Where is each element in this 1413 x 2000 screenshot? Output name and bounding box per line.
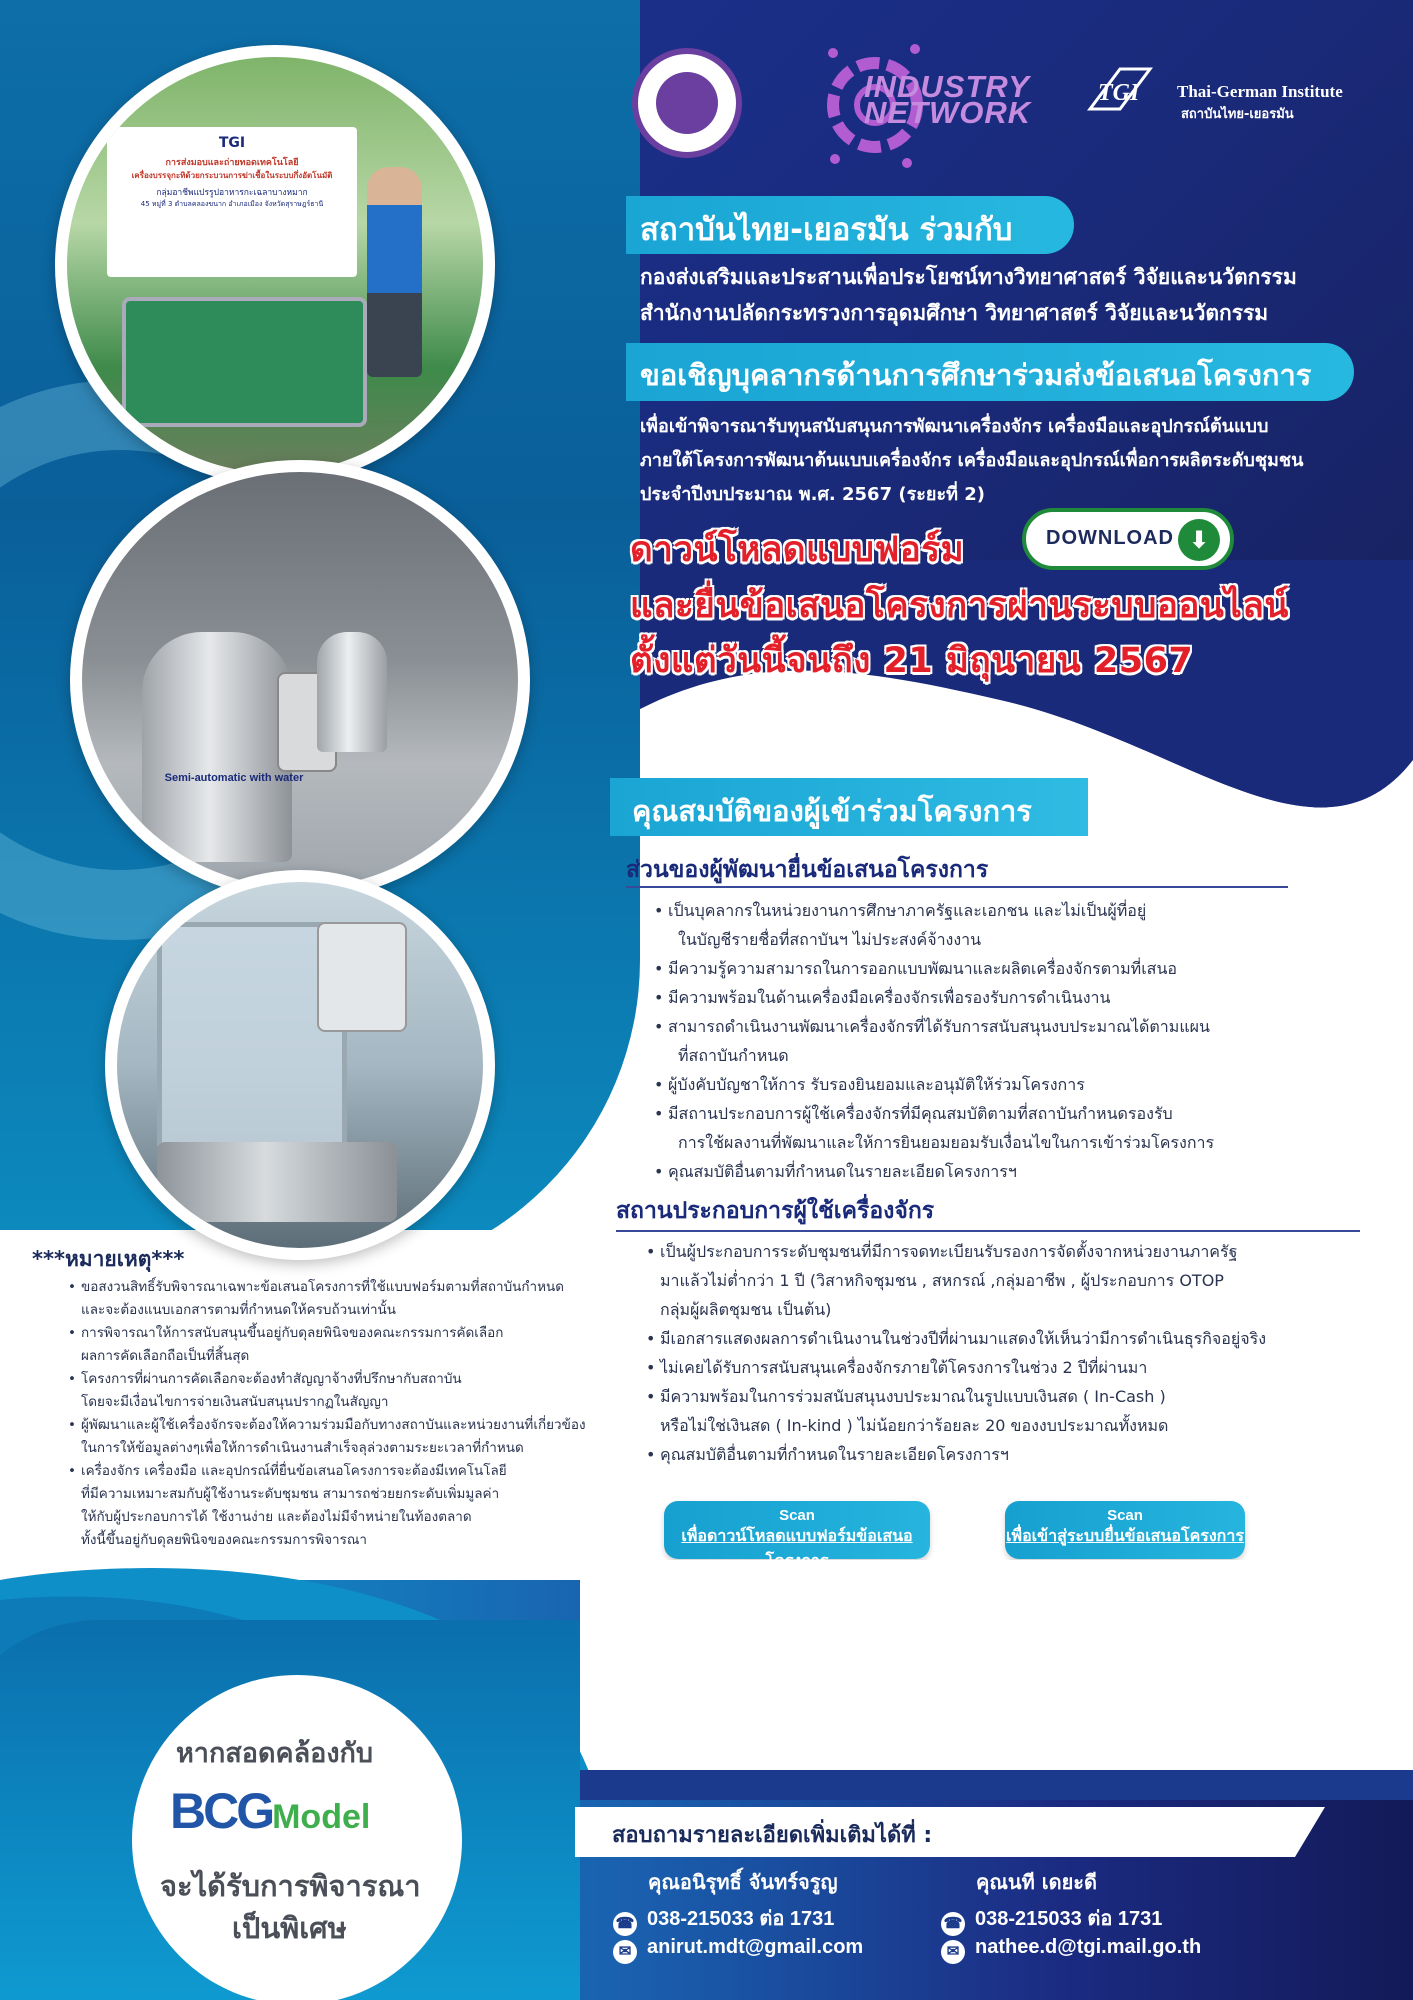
developer-heading-rule [626,886,1288,888]
user-heading-rule [616,1230,1360,1232]
bcg-bottom-text-2: เป็นพิเศษ [232,1911,347,1945]
scan-download-form-label: เพื่อดาวน์โหลดแบบฟอร์มข้อเสนอ [681,1526,913,1545]
banner-line-2: เครื่องบรรจุกะทิด้วยกระบวนการฆ่าเชื้อในระบบกึ่งอัตโนมัติ [131,171,333,180]
machine-label: Semi-automatic with water [164,772,304,784]
photo-handover-event [55,45,495,485]
list-item: • มีความรู้ความสามารถในการออกแบบพัฒนาและผลิตเครื่องจักรตามที่เสนอ [654,954,1214,983]
developer-heading: ส่วนของผู้พัฒนายื่นข้อเสนอโครงการ [626,857,989,883]
tgi-logo-icon [1080,64,1170,114]
green-machine-cabinet [122,297,367,427]
desc-line-3: ประจำปีงบประมาณ พ.ศ. 2567 (ระยะที่ 2) [640,484,986,505]
control-panel [317,922,407,1032]
contact-email-2[interactable]: ✉ nathee.d@tgi.mail.go.th [941,1936,1201,1964]
contact-phone-2: ☎ 038-215033 ต่อ 1731 [941,1902,1162,1936]
stainless-tank [142,632,292,862]
note-item: • เครื่องจักร เครื่องมือ และอุปกรณ์ที่ยื่นข้อเสนอโครงการจะต้องมีเทคโนโลยี ที่มีความเหมาะสมกับผู้ใช้งานระดับชุมชน สามารถช่วยยกระดับเพิ่มมูลค่า ให้กับผู้ประกอบการได้ ใช้งานง่าย และต้องไม่มีจำหน่ายในท้องตลาด ทั้งนี้ขึ้นอยู่กับดุลยพินิจของคณะกรรมการพิจารณา [68,1460,586,1552]
industry-text: INDUSTRY [864,69,1030,104]
partner-pill: สถาบันไทย-เยอรมัน ร่วมกับ [626,196,1074,254]
note-item: • โครงการที่ผ่านการคัดเลือกจะต้องทำสัญญาจ้างที่ปรึกษากับสถาบัน โดยจะมีเงื่อนไขการจ่ายเงินสนับสนุนปรากฏในสัญญา [68,1368,586,1414]
contact-phone-1: ☎ 038-215033 ต่อ 1731 [613,1902,834,1936]
list-item: • เป็นบุคลากรในหน่วยงานการศึกษาภาครัฐและเอกชน และไม่เป็นผู้ที่อยู่ ในบัญชีรายชื่อที่สถาบันฯ ไม่ประสงค์จ้างงาน [654,896,1214,954]
note-item: • ขอสงวนสิทธิ์รับพิจารณาเฉพาะข้อเสนอโครงการที่ใช้แบบฟอร์มตามที่สถาบันกำหนด และจะต้องแนบเอกสารตามที่กำหนดให้ครบถ้วนเท่านั้น [68,1276,586,1322]
invite-pill: ขอเชิญบุคลากรด้านการศึกษาร่วมส่งข้อเสนอโครงการ [626,343,1354,401]
banner-logo-text: TGI [218,135,246,151]
bcg-bottom-text-1: จะได้รับการพิจารณา [160,1869,421,1903]
bcg-model-logo [170,1782,370,1840]
list-item: • สามารถดำเนินงานพัฒนาเครื่องจักรที่ได้รับการสนับสนุนงบประมาณได้ตามแผน ที่สถาบันกำหนด [654,1012,1214,1070]
download-label: DOWNLOAD [1046,527,1174,549]
banner-line-3: กลุ่มอาชีพแปรรูปอาหารกะเฉลาบางหมาก [156,188,308,198]
desc-line-1: เพื่อเข้าพิจารณารับทุนสนับสนุนการพัฒนาเครื่องจักร เครื่องมือและอุปกรณ์ต้นแบบ [640,416,1269,437]
scan-label: Scan [779,1507,815,1524]
list-item: • มีสถานประกอบการผู้ใช้เครื่องจักรที่มีคุณสมบัติตามที่สถาบันกำหนดรองรับ การใช้ผลงานที่พัฒนาและให้การยินยอมยอมรับเงื่อนไขในการเข้าร่วมโครงการ [654,1099,1214,1157]
user-heading: สถานประกอบการผู้ใช้เครื่องจักร [616,1198,935,1224]
tgi-name-en: Thai-German Institute [1177,82,1343,101]
cta-download-form: ดาวน์โหลดแบบฟอร์ม [630,530,965,570]
tgi-name-th: สถาบันไทย-เยอรมัน [1181,107,1294,122]
scan-submit-system-button[interactable] [1005,1501,1245,1559]
list-item: • มีเอกสารแสดงผลการดำเนินงานในช่วงปีที่ผ่านมาแสดงให้เห็นว่ามีการดำเนินธุรกิจอยู่จริง [646,1324,1266,1353]
contact-email-1[interactable]: ✉ anirut.mdt@gmail.com [613,1936,863,1964]
partner-line-1: กองส่งเสริมและประสานเพื่อประโยชน์ทางวิทยาศาสตร์ วิจัยและนวัตกรรม [640,265,1297,289]
email-icon: ✉ [941,1940,965,1964]
contact-name-1: คุณอนิรุทธิ์ จันทร์จรูญ [648,1870,838,1894]
ministry-seal-logo [632,48,742,158]
phone-icon: ☎ [941,1912,965,1936]
cta-deadline: ตั้งแต่วันนี้จนถึง 21 มิถุนายน 2567 [630,641,1194,681]
list-item: • เป็นผู้ประกอบการระดับชุมชนที่มีการจดทะเบียนรับรองการจัดตั้งจากหน่วยงานภาครัฐ มาแล้วไม่ต่ำกว่า 1 ปี (วิสาหกิจชุมชน , สหกรณ์ ,กลุ่มอาชีพ , ผู้ประกอบการ OTOP กลุ่มผู้ผลิตชุมชน เป็นต้น) [646,1237,1266,1324]
note-item: • การพิจารณาให้การสนับสนุนขึ้นอยู่กับดุลยพินิจของคณะกรรมการคัดเลือก ผลการคัดเลือกถือเป็นที่สิ้นสุด [68,1322,586,1368]
contact-title: สอบถามรายละเอียดเพิ่มเติมได้ที่ : [612,1823,933,1848]
scan-submit-system-label: เพื่อเข้าสู่ระบบยื่นข้อเสนอโครงการ [1006,1526,1244,1545]
banner-line-1: การส่งมอบและถ่ายทอดเทคโนโลยี [165,158,299,168]
download-button[interactable] [1022,508,1234,570]
scan-label: Scan [1107,1507,1143,1524]
tgi-mark: TGI [1098,80,1140,106]
presenter-figure [367,167,422,377]
qualifications-title: คุณสมบัติของผู้เข้าร่วมโครงการ [610,778,1088,836]
machine-base [157,1142,397,1222]
cta-submit-online: และยื่นข้อเสนอโครงการผ่านระบบออนไลน์ [630,586,1289,626]
bcg-top-text: หากสอดคล้องกับ [176,1738,374,1769]
event-banner [107,127,357,277]
scan-download-form-button[interactable] [664,1501,930,1559]
industry-network-logo-text [864,69,1032,130]
photo-steam-machine [70,460,530,900]
phone-icon: ☎ [613,1912,637,1936]
notes-list [68,1276,586,1552]
banner-line-4: 45 หมู่ที่ 3 ตำบลคลองขนาก อำเภอเมือง จังหวัดสุราษฎร์ธานี [140,200,324,208]
desc-line-2: ภายใต้โครงการพัฒนาต้นแบบเครื่องจักร เครื่องมือและอุปกรณ์เพื่อการผลิตระดับชุมชน [640,450,1304,471]
developer-qualifications-list [654,896,1214,1186]
contact-name-2: คุณนที เดยะดี [976,1870,1098,1894]
user-qualifications-list [646,1237,1266,1469]
notes-title: ***หมายเหตุ*** [32,1247,185,1271]
photo-glass-cabinet-machine [105,870,495,1260]
list-item: • คุณสมบัติอื่นตามที่กำหนดในรายละเอียดโครงการฯ [646,1440,1266,1469]
list-item: • มีความพร้อมในด้านเครื่องมือเครื่องจักรเพื่อรองรับการดำเนินงาน [654,983,1214,1012]
network-text: NETWORK [864,95,1032,130]
list-item: • คุณสมบัติอื่นตามที่กำหนดในรายละเอียดโครงการฯ [654,1157,1214,1186]
list-item: • ไม่เคยได้รับการสนับสนุนเครื่องจักรภายใต้โครงการในช่วง 2 ปีที่ผ่านมา [646,1353,1266,1382]
partner-line-2: สำนักงานปลัดกระทรวงการอุดมศึกษา วิทยาศาสตร์ วิจัยและนวัตกรรม [640,301,1269,325]
bcg-logo-model: Model [272,1798,371,1836]
bcg-logo-letters: BCG [170,1783,273,1839]
list-item: • มีความพร้อมในการร่วมสนับสนุนงบประมาณในรูปแบบเงินสด ( In-Cash ) หรือไม่ใช่เงินสด ( In-kind ) ไม่น้อยกว่าร้อยละ 20 ของงบประมาณทั้งหมด [646,1382,1266,1440]
email-icon: ✉ [613,1940,637,1964]
download-arrow-icon: ⬇ [1178,519,1220,561]
list-item: • ผู้บังคับบัญชาให้การ รับรองยินยอมและอนุมัติให้ร่วมโครงการ [654,1070,1214,1099]
note-item: • ผู้พัฒนาและผู้ใช้เครื่องจักรจะต้องให้ความร่วมมือกับทางสถาบันและหน่วยงานที่เกี่ยวข้อง ในการให้ข้อมูลต่างๆเพื่อให้การดำเนินงานสำเร็จลุล่วงตามระยะเวลาที่กำหนด [68,1414,586,1460]
small-pot [317,632,387,752]
